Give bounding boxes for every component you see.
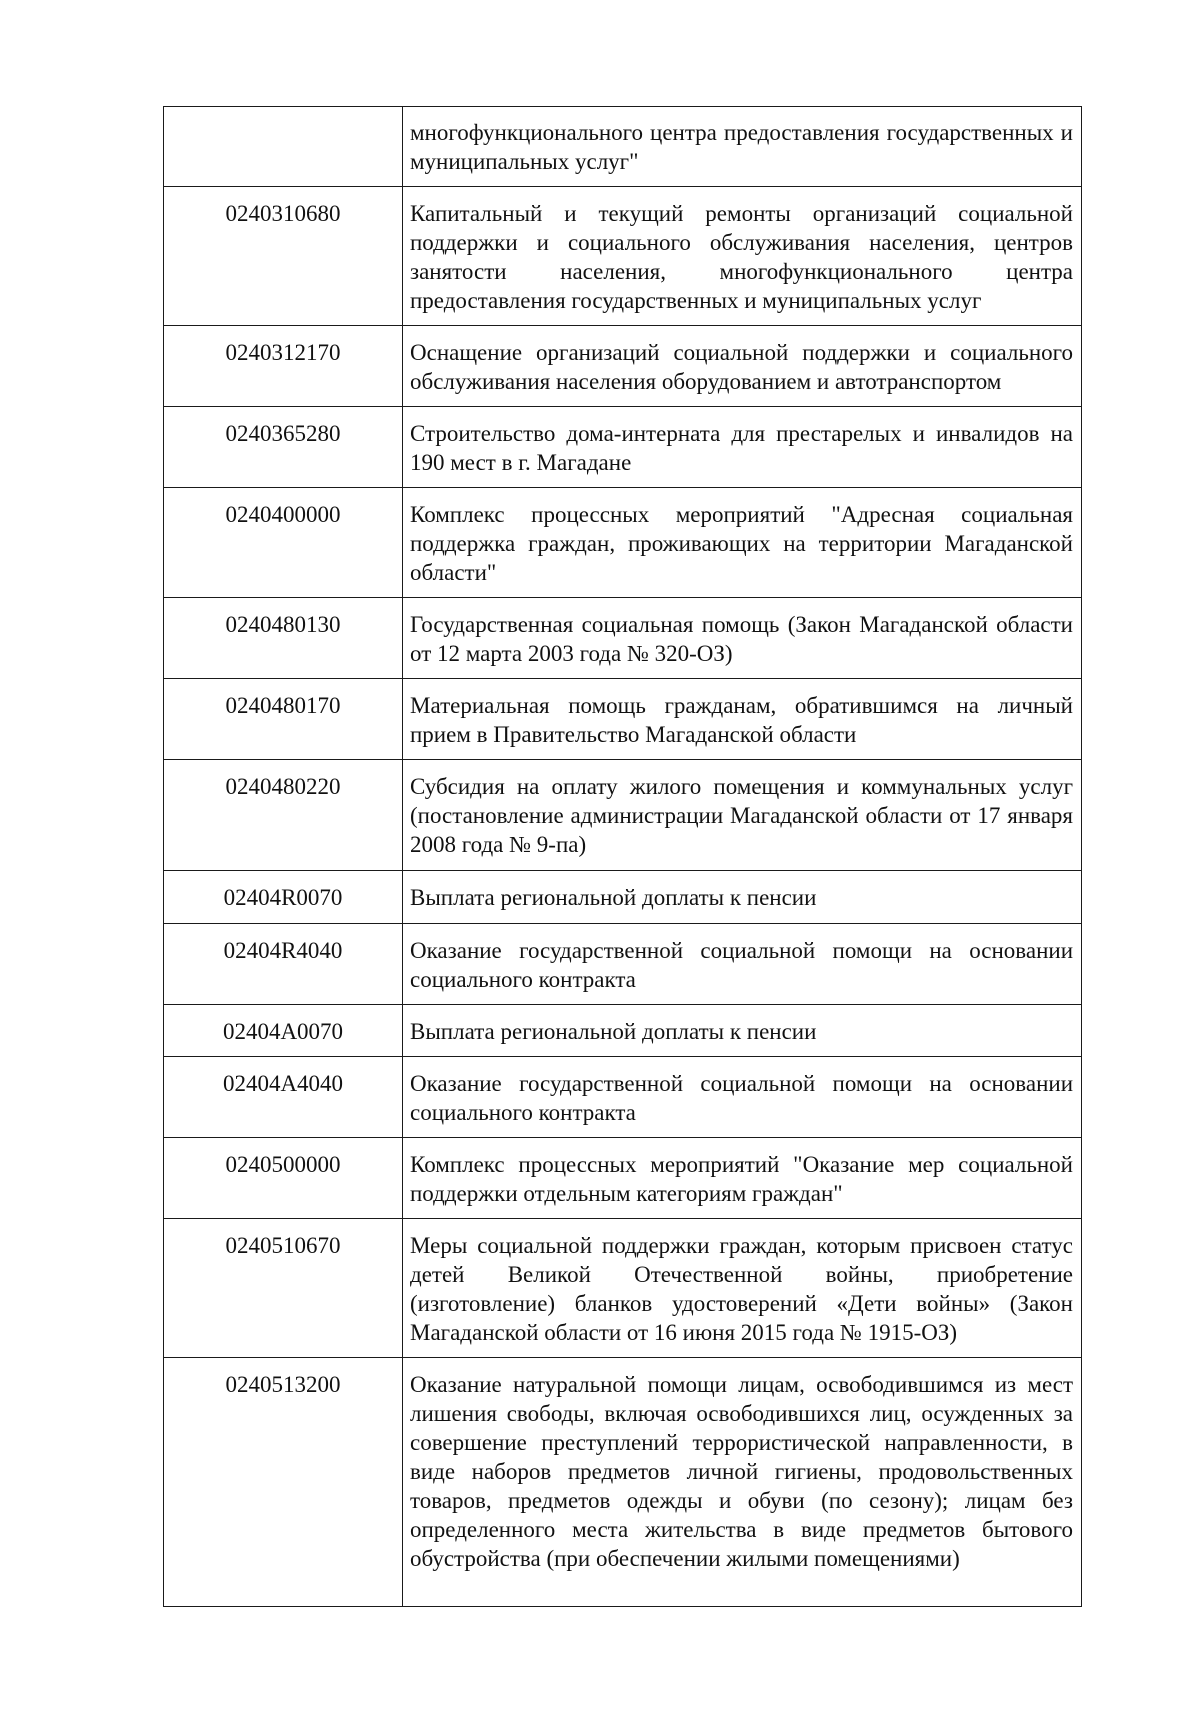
description-cell: Выплата региональной доплаты к пенсии (403, 871, 1082, 924)
code-cell: 02404A4040 (164, 1057, 403, 1138)
description-cell: Меры социальной поддержки граждан, которым присвоен статус детей Великой Отечественной войны, приобретение (изготовление) бланков удостоверений «Дети войны» (Закон Магаданской области от 16 июня 2015 года № 1915-ОЗ) (403, 1219, 1082, 1358)
code-cell: 0240480130 (164, 598, 403, 679)
description-cell: Комплекс процессных мероприятий "Оказание мер социальной поддержки отдельным категориям граждан" (403, 1138, 1082, 1219)
table-row (164, 1358, 1082, 1607)
description-cell: Комплекс процессных мероприятий "Адресная социальная поддержка граждан, проживающих на территории Магаданской области" (403, 488, 1082, 598)
description-cell: Строительство дома-интерната для престарелых и инвалидов на 190 мест в г. Магадане (403, 407, 1082, 488)
description-cell: Капитальный и текущий ремонты организаций социальной поддержки и социального обслуживания населения, центров занятости населения, многофункционального центра предоставления государственных и муниципальных услуг (403, 187, 1082, 326)
code-cell: 0240513200 (164, 1358, 403, 1607)
description-cell: многофункционального центра предоставления государственных и муниципальных услуг" (403, 107, 1082, 187)
table-row (164, 1219, 1082, 1358)
code-cell: 0240312170 (164, 326, 403, 407)
code-cell: 0240480220 (164, 760, 403, 871)
table-row (164, 871, 1082, 924)
description-cell: Материальная помощь гражданам, обратившимся на личный прием в Правительство Магаданской области (403, 679, 1082, 760)
table-row (164, 488, 1082, 598)
description-cell: Выплата региональной доплаты к пенсии (403, 1005, 1082, 1057)
code-cell: 0240400000 (164, 488, 403, 598)
table-row (164, 107, 1082, 187)
code-cell: 0240365280 (164, 407, 403, 488)
table-row (164, 1005, 1082, 1057)
table-row (164, 407, 1082, 488)
table-body (164, 107, 1082, 1607)
description-cell: Оказание государственной социальной помощи на основании социального контракта (403, 1057, 1082, 1138)
table-row (164, 187, 1082, 326)
code-cell: 0240310680 (164, 187, 403, 326)
description-cell: Государственная социальная помощь (Закон Магаданской области от 12 марта 2003 года № 320-ОЗ) (403, 598, 1082, 679)
table-row (164, 1057, 1082, 1138)
table-row (164, 1138, 1082, 1219)
code-cell: 0240480170 (164, 679, 403, 760)
code-cell: 0240500000 (164, 1138, 403, 1219)
table-row (164, 679, 1082, 760)
code-cell: 02404A0070 (164, 1005, 403, 1057)
table-row (164, 924, 1082, 1005)
description-cell: Оснащение организаций социальной поддержки и социального обслуживания населения оборудованием и автотранспортом (403, 326, 1082, 407)
description-cell: Оказание натуральной помощи лицам, освободившимся из мест лишения свободы, включая освободившихся лиц, осужденных за совершение преступлений террористической направленности, в виде наборов предметов личной гигиены, продовольственных товаров, предметов одежды и обуви (по сезону); лицам без определенного места жительства в виде предметов бытового обустройства (при обеспечении жилыми помещениями) (403, 1358, 1082, 1607)
code-cell: 0240510670 (164, 1219, 403, 1358)
table-row (164, 326, 1082, 407)
code-cell: 02404R4040 (164, 924, 403, 1005)
description-cell: Субсидия на оплату жилого помещения и коммунальных услуг (постановление администрации Магаданской области от 17 января 2008 года № 9-па) (403, 760, 1082, 871)
code-cell (164, 107, 403, 187)
code-cell: 02404R0070 (164, 871, 403, 924)
table-row (164, 598, 1082, 679)
description-cell: Оказание государственной социальной помощи на основании социального контракта (403, 924, 1082, 1005)
table-row (164, 760, 1082, 871)
budget-codes-table (163, 106, 1082, 1607)
